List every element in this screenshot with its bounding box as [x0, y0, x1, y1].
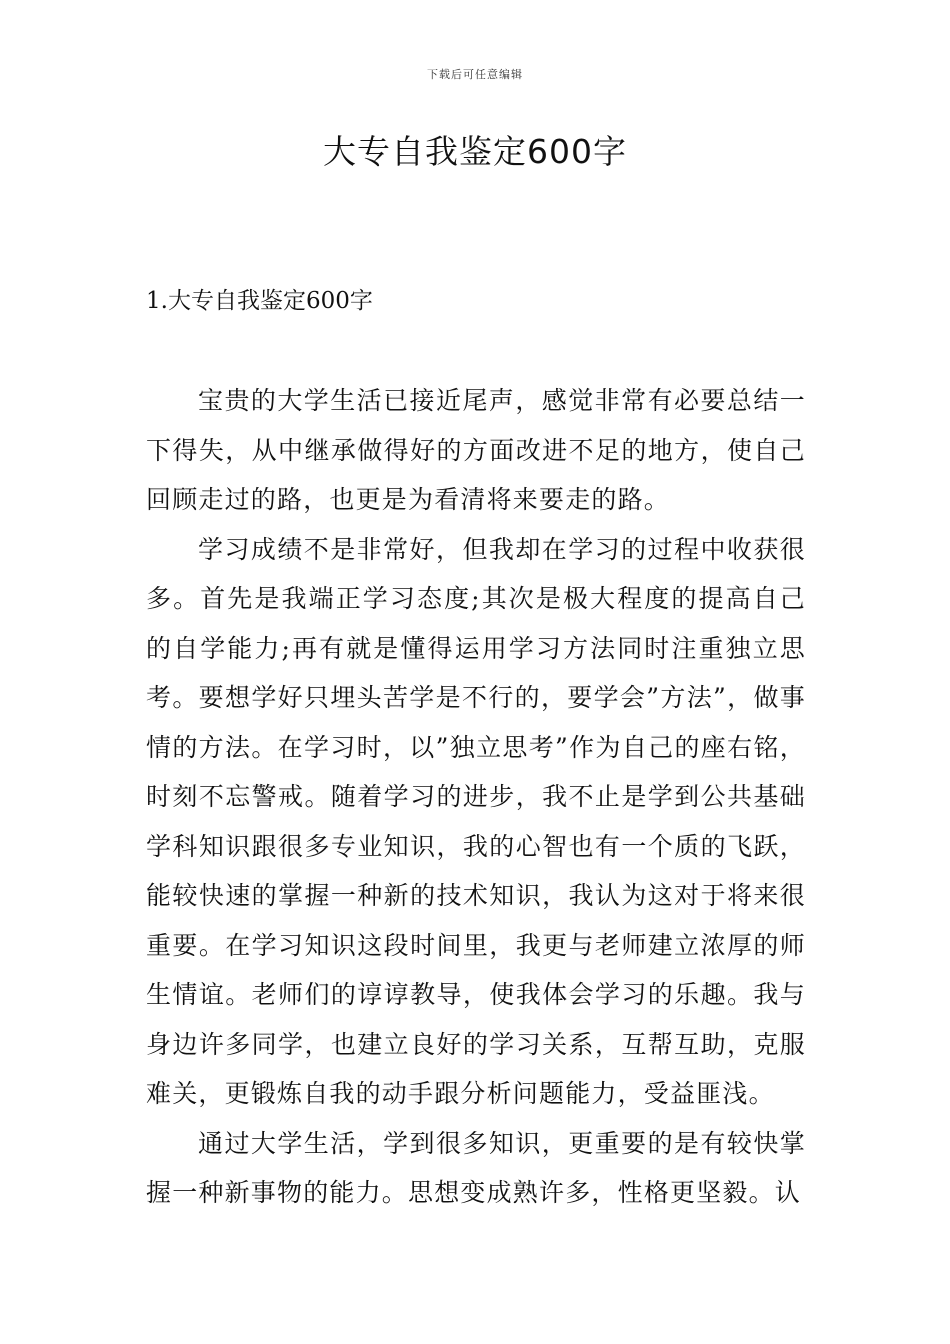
paragraph-3: 通过大学生活，学到很多知识，更重要的是有较快掌握一种新事物的能力。思想变成熟许多，性格更坚毅。认 — [146, 1128, 806, 1207]
paragraph-2: 学习成绩不是非常好，但我却在学习的过程中收获很多。首先是我端正学习态度;其次是极大程度的提高自己的自学能力;再有就是懂得运用学习方法同时注重独立思考。要想学好只埋头苦学是不行的，要学会”方法”，做事情的方法。在学习时，以”独立思考”作为自己的座右铭，时刻不忘警戒。随着学习的进步，我不止是学到公共基础学科知识跟很多专业知识，我的心智也有一个质的飞跃，能较快速的掌握一种新的技术知识，我认为这对于将来很重要。在学习知识这段时间里，我更与老师建立浓厚的师生情谊。老师们的谆谆教导，使我体会学习的乐趣。我与身边许多同学，也建立良好的学习关系，互帮互助，克服难关，更锻炼自我的动手跟分析问题能力，受益匪浅。 — [146, 534, 806, 1108]
document-title: 大专自我鉴定600字 — [323, 132, 627, 171]
paragraph-1: 宝贵的大学生活已接近尾声，感觉非常有必要总结一下得失，从中继承做得好的方面改进不足的地方，使自己回顾走过的路，也更是为看清将来要走的路。 — [146, 386, 806, 514]
section-heading: 1.大专自我鉴定600字 — [146, 288, 373, 314]
body-text — [146, 376, 806, 1218]
header-note: 下载后可任意编辑 — [427, 68, 523, 81]
